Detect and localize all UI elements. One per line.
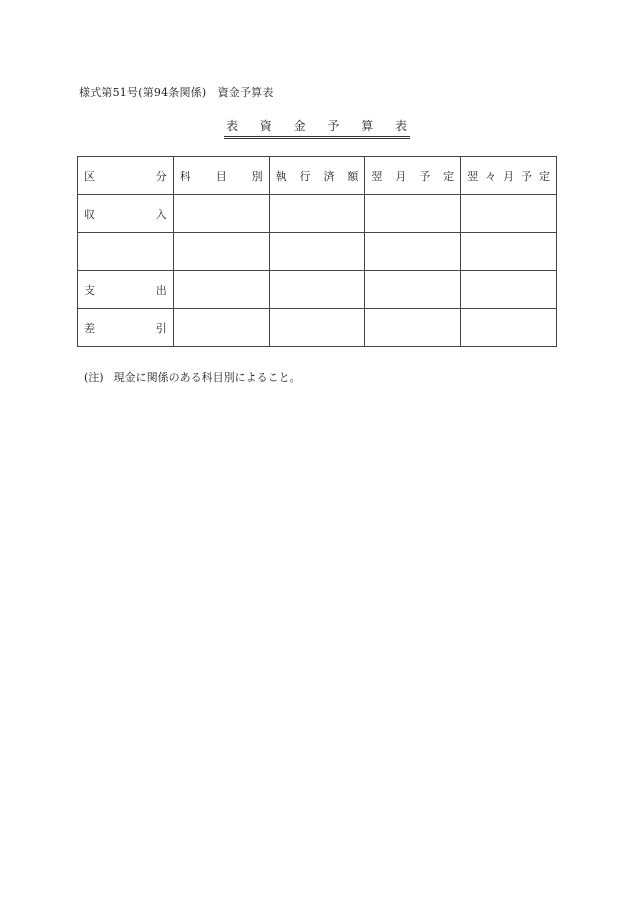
table-cell[interactable]	[365, 233, 461, 271]
page-title: 表 資 金 予 算 表	[224, 118, 410, 139]
header-char: 別	[251, 169, 263, 183]
header-char: 行	[299, 169, 311, 183]
header-char: 額	[347, 169, 359, 183]
header-next-month	[365, 157, 461, 195]
table-cell[interactable]	[461, 309, 557, 347]
table-cell[interactable]	[461, 195, 557, 233]
table-row-blank	[78, 233, 557, 271]
header-char: 定	[539, 169, 550, 183]
table-cell[interactable]	[269, 233, 365, 271]
header-char: 分	[155, 169, 167, 183]
header-char: 翌	[467, 169, 479, 183]
row-label-blank	[78, 233, 174, 271]
header-char: 定	[443, 169, 455, 183]
page-title-wrap	[0, 118, 630, 139]
table-cell[interactable]	[173, 195, 269, 233]
header-char: 翌	[371, 169, 383, 183]
header-char: 月	[395, 169, 407, 183]
table-cell[interactable]	[269, 309, 365, 347]
footnote-tag: (注)	[84, 371, 104, 384]
header-char: 区	[84, 169, 95, 183]
header-month-after-next	[461, 157, 557, 195]
table-cell[interactable]	[365, 271, 461, 309]
row-label-char: 差	[84, 321, 95, 335]
header-char: 予	[419, 169, 431, 183]
budget-table	[77, 156, 557, 347]
table-cell[interactable]	[365, 309, 461, 347]
row-label-char: 収	[84, 207, 95, 221]
table-cell[interactable]	[365, 195, 461, 233]
header-char: 目	[215, 169, 227, 183]
row-label-expenditure	[78, 271, 174, 309]
table-cell[interactable]	[269, 195, 365, 233]
table-cell[interactable]	[461, 271, 557, 309]
header-char: 済	[323, 169, 335, 183]
row-label-char: 入	[155, 207, 167, 221]
header-char: 々	[485, 169, 497, 183]
row-label-balance	[78, 309, 174, 347]
table-row-balance	[78, 309, 557, 347]
row-label-char: 支	[84, 283, 95, 297]
header-char: 科	[179, 169, 191, 183]
table-cell[interactable]	[173, 309, 269, 347]
footnote-text: 現金に関係のある科目別によること。	[113, 371, 301, 384]
header-executed	[269, 157, 365, 195]
header-char: 予	[521, 169, 533, 183]
row-label-char: 出	[155, 283, 167, 297]
table-cell[interactable]	[461, 233, 557, 271]
table-row-income	[78, 195, 557, 233]
form-number-label: 様式第51号(第94条関係) 資金予算表	[79, 86, 274, 99]
row-label-char: 引	[155, 321, 167, 335]
table-cell[interactable]	[173, 271, 269, 309]
footnote	[84, 369, 301, 385]
header-char: 執	[275, 169, 287, 183]
table-header-row	[78, 157, 557, 195]
table-row-expenditure	[78, 271, 557, 309]
header-category	[78, 157, 174, 195]
row-label-income	[78, 195, 174, 233]
header-account	[173, 157, 269, 195]
table-cell[interactable]	[269, 271, 365, 309]
header-char: 月	[503, 169, 515, 183]
table-cell[interactable]	[173, 233, 269, 271]
